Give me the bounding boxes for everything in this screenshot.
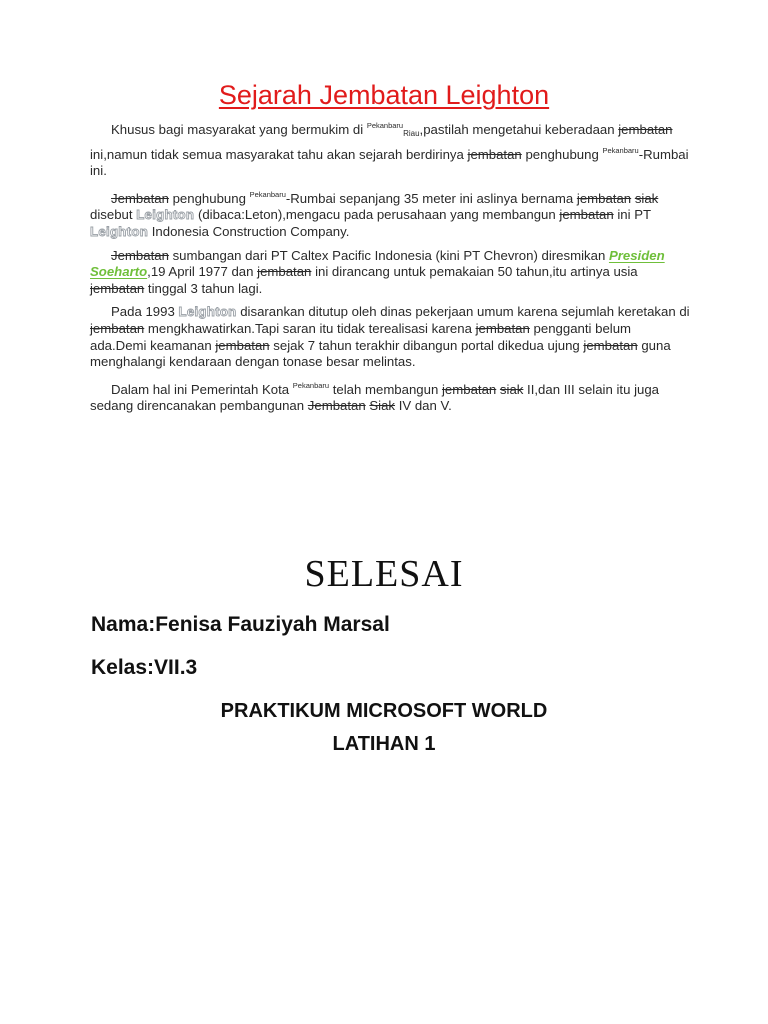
document-title: Sejarah Jembatan Leighton bbox=[218, 80, 550, 110]
text: Khusus bagi masyarakat yang bermukim di bbox=[111, 122, 367, 137]
strikethrough-text: Jembatan bbox=[111, 247, 169, 263]
text: ini,namun tidak semua masyarakat tahu akan sejarah berdirinya bbox=[90, 146, 468, 162]
paragraph-5 bbox=[90, 378, 690, 415]
strikethrough-text: Jembatan bbox=[307, 398, 366, 414]
strikethrough-text: jembatan bbox=[441, 381, 497, 397]
article-body bbox=[90, 118, 690, 422]
outlined-text: Leighton bbox=[90, 223, 149, 239]
paragraph-3 bbox=[90, 248, 690, 298]
strikethrough-text: jembatan bbox=[90, 280, 145, 296]
text: II,dan III selain itu juga sedang direncanakan pembangunan bbox=[90, 381, 659, 414]
strikethrough-text: jembatan bbox=[215, 337, 270, 353]
student-name: Nama:Fenisa Fauziyah Marsal bbox=[91, 613, 390, 636]
practicum-title: PRAKTIKUM MICROSOFT WORLD bbox=[220, 700, 548, 722]
superscript-text: Pekanbaru bbox=[249, 189, 286, 199]
text: Indonesia Construction Company. bbox=[148, 223, 350, 239]
strikethrough-text: jembatan bbox=[475, 320, 530, 336]
superscript-text: Pekanbaru bbox=[602, 145, 639, 155]
outlined-text: Leighton bbox=[178, 304, 237, 320]
paragraph-4 bbox=[90, 304, 690, 370]
presiden-soeharto-link[interactable]: Presiden Soeharto bbox=[90, 247, 665, 280]
outlined-text: Leighton bbox=[136, 207, 195, 223]
text: -Rumbai sepanjang 35 meter ini aslinya bernama bbox=[285, 190, 577, 206]
exercise-title: LATIHAN 1 bbox=[332, 733, 436, 755]
strikethrough-text: jembatan bbox=[90, 320, 145, 336]
text: penghubung bbox=[521, 146, 603, 162]
strikethrough-text: jembatan bbox=[559, 207, 614, 223]
text: ini PT bbox=[613, 207, 651, 223]
strikethrough-text: jembatan bbox=[467, 146, 522, 162]
text: ,19 April 1977 dan bbox=[147, 264, 258, 280]
strikethrough-text: Siak bbox=[369, 398, 396, 414]
text: telah membangun bbox=[329, 381, 442, 397]
text: Dalam hal ini Pemerintah Kota bbox=[111, 381, 293, 397]
strikethrough-text: jembatan bbox=[576, 190, 632, 206]
text: (dibaca:Leton),mengacu pada perusahaan yang membangun bbox=[194, 207, 560, 223]
superscript-text: Pekanbaru bbox=[292, 380, 330, 390]
strikethrough-text: siak bbox=[499, 381, 524, 397]
strikethrough-text: Jembatan bbox=[111, 190, 169, 206]
text: disarankan ditutup oleh dinas pekerjaan umum karena sejumlah keretakan di bbox=[236, 304, 690, 320]
text: ,pastilah mengetahui keberadaan bbox=[419, 122, 619, 137]
text: guna menghalangi kendaraan dengan tonase besar melintas. bbox=[90, 337, 671, 370]
superscript-text: Pekanbaru bbox=[366, 121, 404, 130]
student-class: Kelas:VII.3 bbox=[91, 656, 198, 679]
selesai-heading: SELESAI bbox=[304, 553, 464, 595]
paragraph-1 bbox=[90, 118, 690, 180]
text: sejak 7 tahun terakhir dibangun portal dikedua ujung bbox=[269, 337, 584, 353]
text: disebut bbox=[90, 207, 137, 223]
text: Pada 1993 bbox=[111, 304, 179, 320]
text: pengganti belum ada.Demi keamanan bbox=[90, 320, 632, 353]
text: IV dan V. bbox=[395, 398, 452, 414]
text: tinggal 3 tahun lagi. bbox=[144, 280, 263, 296]
strikethrough-text: siak bbox=[634, 190, 659, 206]
strikethrough-text: jembatan bbox=[583, 337, 638, 353]
strikethrough-text: jembatan bbox=[257, 264, 312, 280]
text: penghubung bbox=[168, 190, 250, 206]
text: -Rumbai ini. bbox=[90, 146, 689, 179]
text: mengkhawatirkan.Tapi saran itu tidak terealisasi karena bbox=[144, 320, 476, 336]
strikethrough-text: jembatan bbox=[618, 122, 673, 137]
text: sumbangan dari PT Caltex Pacific Indonesia (kini PT Chevron) diresmikan bbox=[168, 247, 609, 263]
paragraph-2 bbox=[90, 187, 690, 241]
subscript-text: Riau bbox=[403, 129, 420, 138]
text: ini dirancang untuk pemakaian 50 tahun,itu artinya usia bbox=[311, 264, 638, 280]
